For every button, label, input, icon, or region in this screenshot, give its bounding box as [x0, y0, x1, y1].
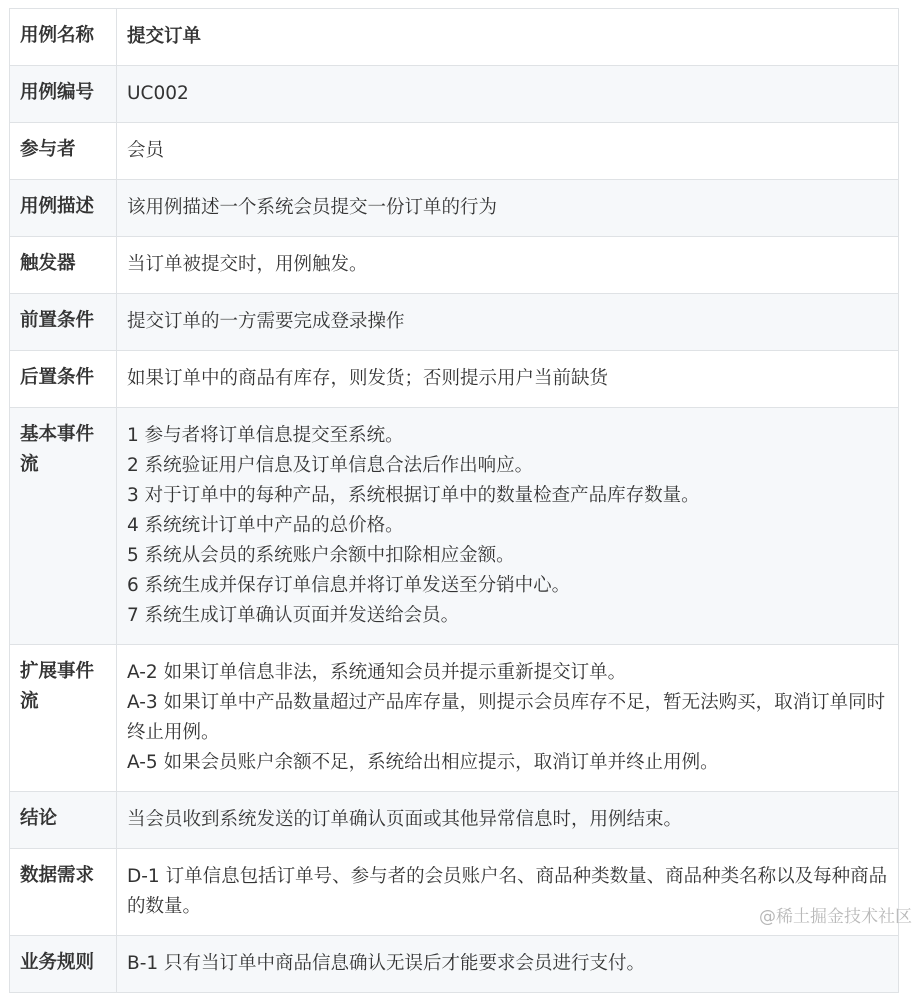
table-row: [10, 294, 899, 351]
row-label-business-rules: 业务规则: [10, 936, 117, 993]
row-label-actor: 参与者: [10, 123, 117, 180]
row-value-postcondition: 如果订单中的商品有库存，则发货；否则提示用户当前缺货: [117, 351, 899, 408]
row-label-description: 用例描述: [10, 180, 117, 237]
table-row: [10, 792, 899, 849]
extended-flow-step: A-3 如果订单中产品数量超过产品库存量，则提示会员库存不足，暂无法购买，取消订单同时终止用例。: [127, 692, 886, 743]
row-value-data-requirements: D-1 订单信息包括订单号、参与者的会员账户名、商品种类数量、商品种类名称以及每种商品的数量。: [117, 849, 899, 936]
row-value-trigger: 当订单被提交时，用例触发。: [117, 237, 899, 294]
row-value-use-case-name: 提交订单: [117, 9, 899, 66]
row-value-basic-flow: [117, 408, 899, 645]
row-label-extended-flow: 扩展事件流: [10, 645, 117, 792]
row-value-conclusion: 当会员收到系统发送的订单确认页面或其他异常信息时，用例结束。: [117, 792, 899, 849]
basic-flow-step: 1 参与者将订单信息提交至系统。: [127, 425, 404, 446]
table-row: [10, 645, 899, 792]
row-value-business-rules: B-1 只有当订单中商品信息确认无误后才能要求会员进行支付。: [117, 936, 899, 993]
watermark: @稀土掘金技术社区: [759, 907, 912, 927]
row-label-basic-flow: 基本事件流: [10, 408, 117, 645]
use-case-table: [9, 8, 899, 993]
row-label-use-case-name: 用例名称: [10, 9, 117, 66]
row-value-precondition: 提交订单的一方需要完成登录操作: [117, 294, 899, 351]
row-value-description: 该用例描述一个系统会员提交一份订单的行为: [117, 180, 899, 237]
row-label-use-case-id: 用例编号: [10, 66, 117, 123]
row-value-actor: 会员: [117, 123, 899, 180]
table-row: [10, 66, 899, 123]
basic-flow-step: 2 系统验证用户信息及订单信息合法后作出响应。: [127, 455, 534, 476]
row-label-data-requirements: 数据需求: [10, 849, 117, 936]
extended-flow-step: A-2 如果订单信息非法，系统通知会员并提示重新提交订单。: [127, 662, 627, 683]
basic-flow-step: 5 系统从会员的系统账户余额中扣除相应金额。: [127, 545, 515, 566]
row-label-precondition: 前置条件: [10, 294, 117, 351]
table-row: [10, 237, 899, 294]
table-row: [10, 123, 899, 180]
basic-flow-step: 4 系统统计订单中产品的总价格。: [127, 515, 404, 536]
row-value-extended-flow: [117, 645, 899, 792]
basic-flow-step: 3 对于订单中的每种产品，系统根据订单中的数量检查产品库存数量。: [127, 485, 700, 506]
row-label-conclusion: 结论: [10, 792, 117, 849]
row-label-postcondition: 后置条件: [10, 351, 117, 408]
basic-flow-step: 6 系统生成并保存订单信息并将订单发送至分销中心。: [127, 575, 571, 596]
table-row: [10, 351, 899, 408]
basic-flow-step: 7 系统生成订单确认页面并发送给会员。: [127, 605, 460, 626]
extended-flow-step: A-5 如果会员账户余额不足，系统给出相应提示，取消订单并终止用例。: [127, 752, 719, 773]
row-label-trigger: 触发器: [10, 237, 117, 294]
table-row: [10, 9, 899, 66]
row-value-use-case-id: UC002: [117, 66, 899, 123]
table-row: [10, 936, 899, 993]
table-row: [10, 180, 899, 237]
table-row: [10, 408, 899, 645]
